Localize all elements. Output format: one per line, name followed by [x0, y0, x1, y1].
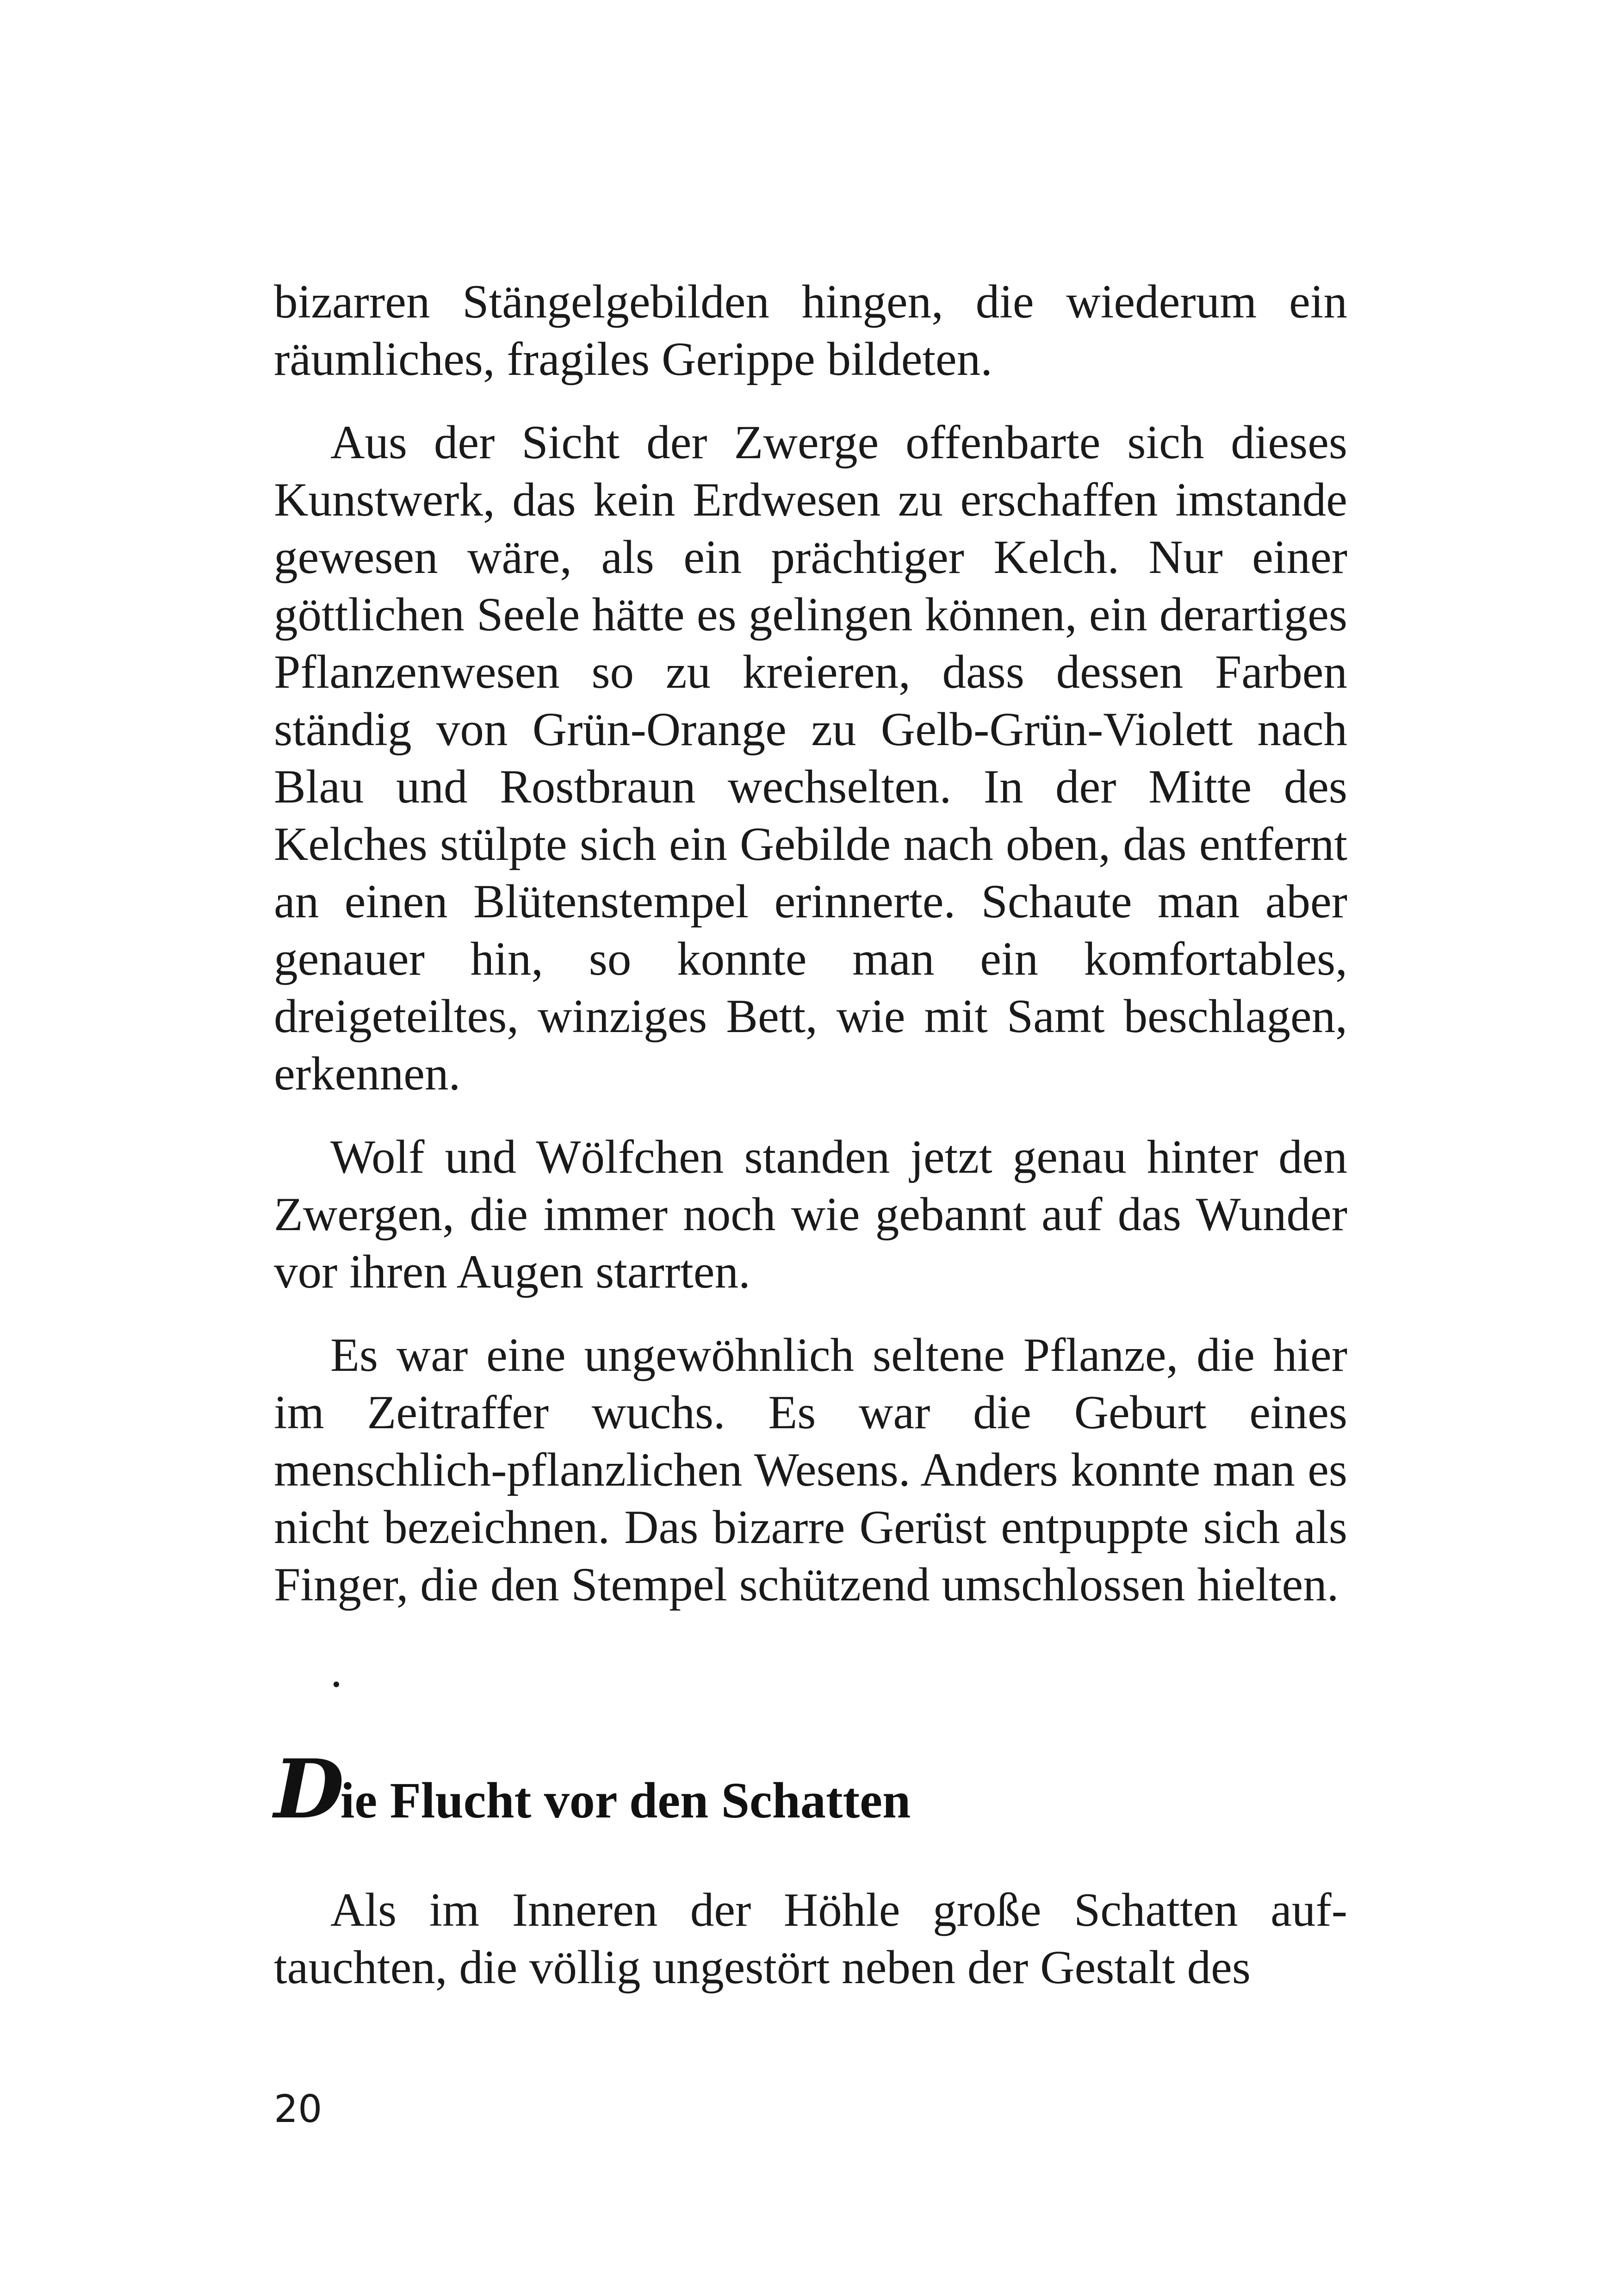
chapter-title-rest: ie Flucht vor den Schatten: [340, 1772, 911, 1829]
body-text: [274, 273, 1347, 2022]
paragraph-continued: bizarren Stängelgebilden hingen, die wiederum ein räumliches, fragiles Gerippe bildeten.: [274, 275, 1347, 386]
page-number: 20: [274, 2087, 322, 2131]
paragraph-wolf: Wolf und Wölfchen standen jetzt genau hinter den Zwergen, die immer noch wie gebannt auf das Wunder vor ihren Augen starrten.: [274, 1131, 1347, 1298]
section-separator: .: [330, 1644, 342, 1697]
chapter-heading: [274, 1742, 1347, 1837]
chapter-dropcap: D: [274, 1742, 341, 1837]
paragraph-chapter-start: Als im Inneren der Höhle große Schatten auftauchten, die völlig ungestört neben der Gestalt des: [274, 1884, 1347, 1994]
paragraph-pflanze: Es war eine ungewöhnlich seltene Pflanze, die hier im Zeitraffer wuchs. Es war die Geburt eines menschlich-pflanzlichen Wesens. Anders konnte man es nicht bezeichnen. Das bizarre Gerüst entpuppte sich als Finger, die den Stempel schützend umschlossen hielten.: [274, 1329, 1347, 1611]
paragraph-kelch: Aus der Sicht der Zwerge offenbarte sich dieses Kunstwerk, das kein Erdwesen zu erschaffen imstande gewesen wäre, als ein prächtiger Kelch. Nur einer göttlichen Seele hätte es gelingen können, ein derartiges Pflanzenwesen so zu kreieren, dass dessen Farben ständig von Grün-Orange zu Gelb-Grün-Violett nach Blau und Rostbraun wechselten. In der Mitte des Kelches stülpte sich ein Gebilde nach oben, das entfernt an einen Blütenstempel erinnerte. Schaute man aber genauer hin, so konnte man ein komfortables, dreigeteiltes, winziges Bett, wie mit Samt beschlagen, erkennen.: [274, 416, 1347, 1100]
